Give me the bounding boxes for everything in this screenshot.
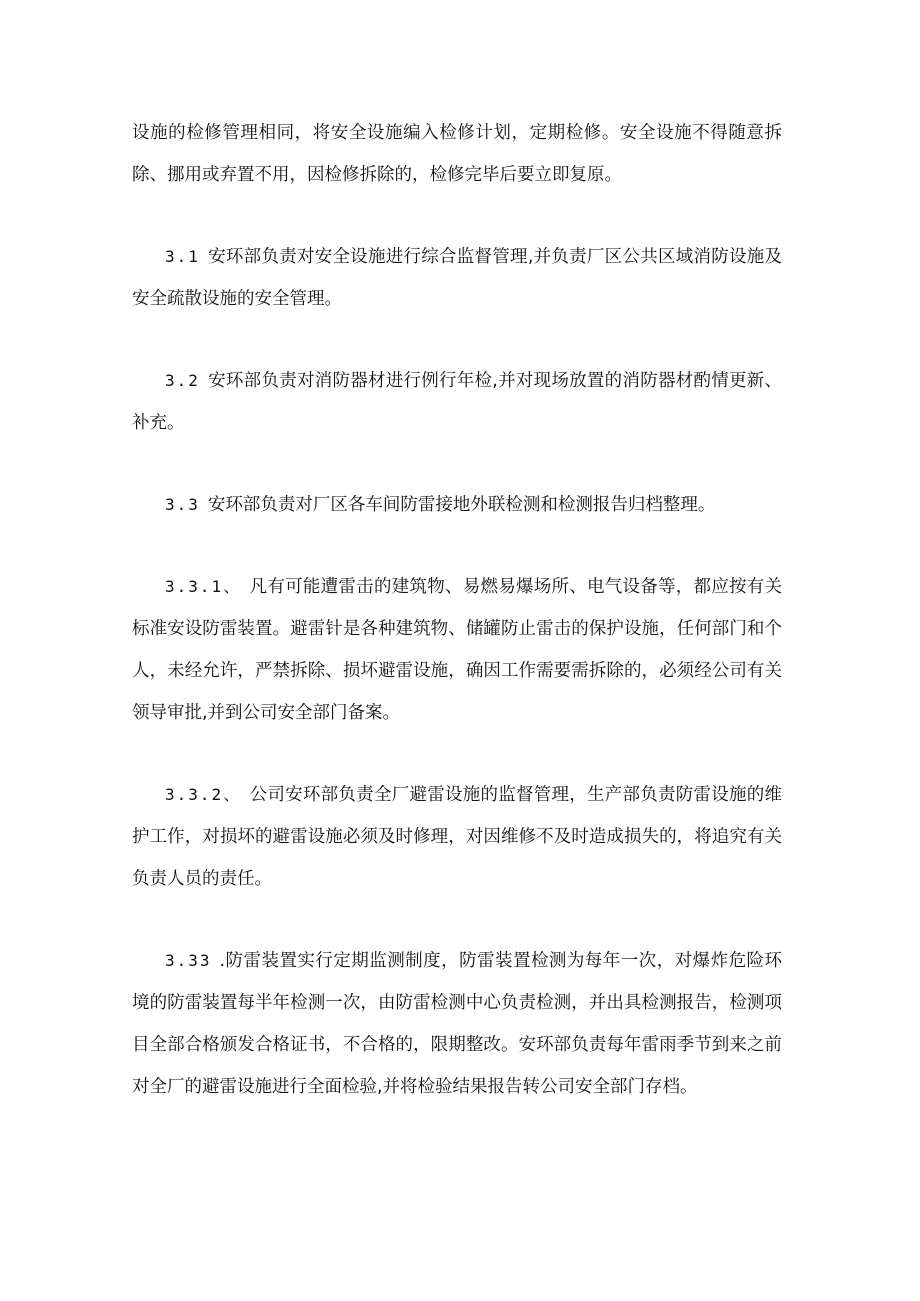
- paragraph-text: 凡有可能遭雷击的建筑物、易燃易爆场所、电气设备等，都应按有关标准安设防雷装置。避雷针是各种建筑物、储罐防止雷击的保护设施，任何部门和个人，未经允许，严禁拆除、损坏避雷设施，确因工作需要需拆除的，必须经公司有关领导审批,并到公司安全部门备案。: [132, 577, 782, 723]
- paragraph-3-1: [132, 236, 782, 320]
- section-number: 3.1: [165, 247, 200, 266]
- section-number: 3.3.2、: [165, 785, 242, 804]
- paragraph-3-3-2: [132, 774, 782, 900]
- paragraph-3-3-3: [132, 940, 782, 1108]
- section-number: 3.3: [165, 495, 200, 514]
- section-number: 3.33: [165, 951, 212, 970]
- paragraph-continuation: [132, 112, 782, 196]
- section-number: 3.2: [165, 371, 200, 390]
- paragraph-text: 安环部负责对消防器材进行例行年检,并对现场放置的消防器材酌情更新、补充。: [132, 371, 782, 433]
- paragraph-text: 安环部负责对厂区各车间防雷接地外联检测和检测报告归档整理。: [207, 495, 716, 515]
- section-number: 3.3.1、: [165, 577, 242, 596]
- paragraph-3-3-1: [132, 566, 782, 734]
- paragraph-text: .防雷装置实行定期监测制度，防雷装置检测为每年一次，对爆炸危险环境的防雷装置每半年检测一次，由防雷检测中心负责检测，并出具检测报告，检测项目全部合格颁发合格证书，不合格的，限期整改。安环部负责每年雷雨季节到来之前对全厂的避雷设施进行全面检验,并将检验结果报告转公司安全部门存档。: [132, 951, 782, 1097]
- paragraph-3-2: [132, 360, 782, 444]
- document-body: [132, 112, 782, 1108]
- paragraph-text: 安环部负责对安全设施进行综合监督管理,并负责厂区公共区域消防设施及安全疏散设施的安全管理。: [132, 247, 782, 309]
- paragraph-text: 公司安环部负责全厂避雷设施的监督管理，生产部负责防雷设施的维护工作，对损坏的避雷设施必须及时修理，对因维修不及时造成损失的，将追究有关负责人员的责任。: [132, 785, 782, 889]
- paragraph-3-3: [132, 484, 782, 526]
- paragraph-text: 设施的检修管理相同，将安全设施编入检修计划，定期检修。安全设施不得随意拆除、挪用或弃置不用，因检修拆除的，检修完毕后要立即复原。: [132, 123, 782, 185]
